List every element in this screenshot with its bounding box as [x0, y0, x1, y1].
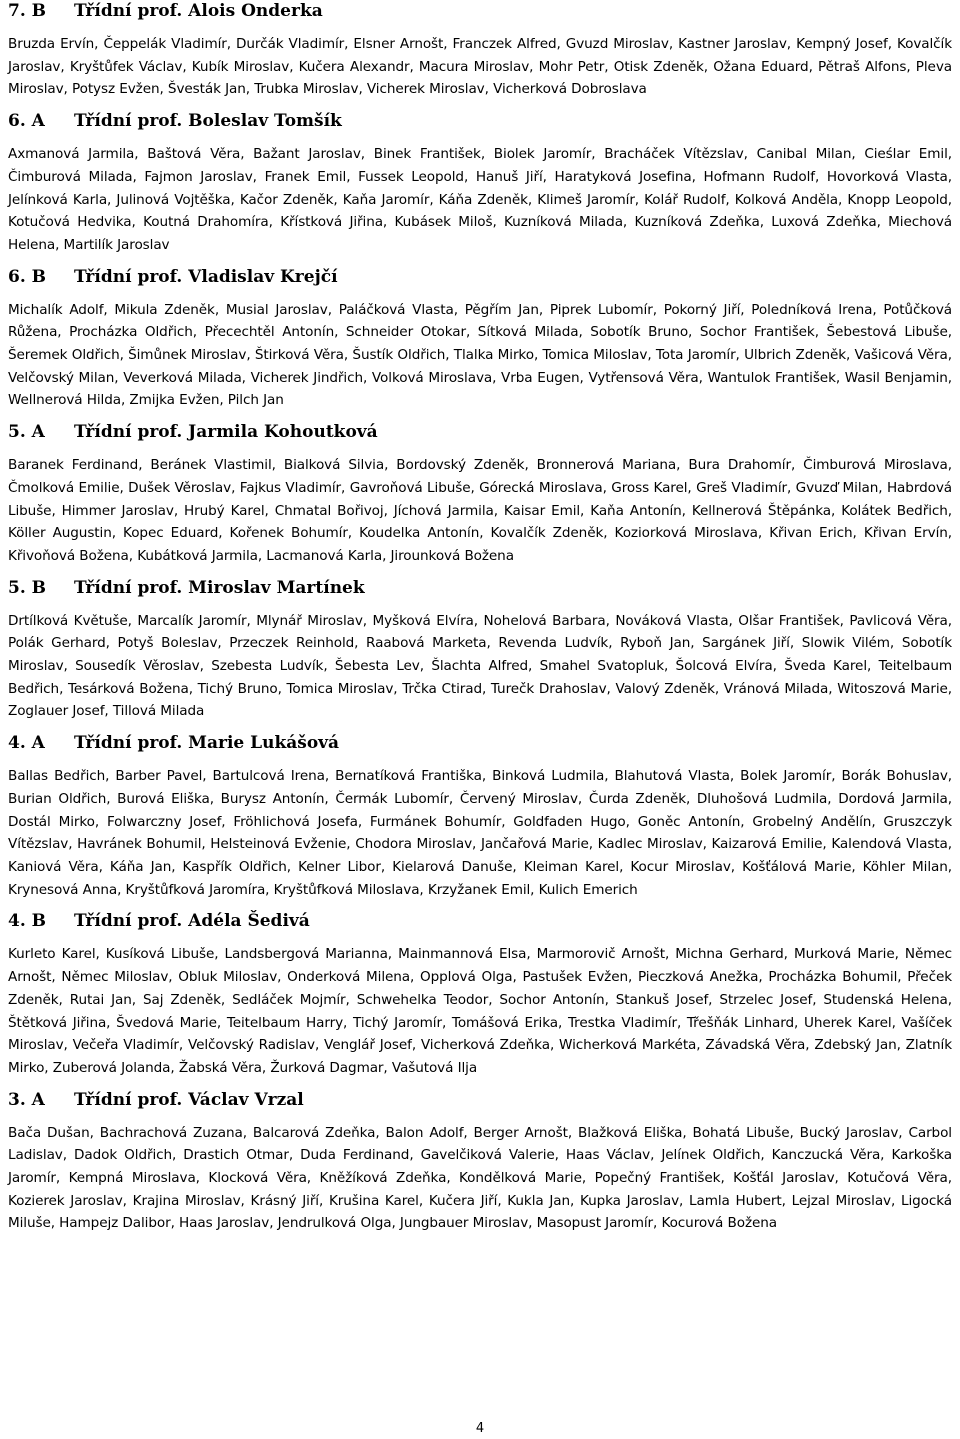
class-section-6a — [8, 110, 952, 257]
class-teacher: Třídní prof. Václav Vrzal — [74, 1089, 304, 1110]
class-section-3a — [8, 1089, 952, 1236]
class-section-6b — [8, 266, 952, 413]
class-heading — [8, 421, 952, 443]
class-code: 4. A — [8, 733, 45, 754]
class-heading — [8, 0, 952, 22]
class-code: 5. A — [8, 422, 45, 443]
class-heading — [8, 266, 952, 288]
class-code: 6. A — [8, 111, 45, 132]
class-heading — [8, 732, 952, 754]
class-teacher: Třídní prof. Jarmila Kohoutková — [74, 422, 378, 443]
student-list: Drtílková Květuše, Marcalík Jaromír, Mlynář Miroslav, Myšková Elvíra, Nohelová Barbara, Nováková Vlasta, Olšar František, Pavlicová Věra, Polák Gerhard, Potyš Boleslav, Przeczek Reinhold, Raabová Marketa, Revenda Ludvík, Ryboň Jan, Sargánek Jiří, Slowik Vilém, Sobotík Miroslav, Sousedík Věroslav, Szebesta Ludvík, Šebesta Lev, Šlachta Alfred, Smahel Svatopluk, Šolcová Elvíra, Šveda Karel, Teitelbaum Bedřich, Tesárková Božena, Tichý Bruno, Tomica Miroslav, Trčka Ctirad, Turečk Drahoslav, Valový Zdeněk, Vránová Milada, Witoszová Marie, Zoglauer Josef, Tillová Milada — [8, 612, 952, 720]
class-section-5b — [8, 577, 952, 724]
class-section-4b — [8, 910, 952, 1079]
class-teacher: Třídní prof. Adéla Šedivá — [74, 911, 310, 932]
student-list: Bača Dušan, Bachrachová Zuzana, Balcarová Zdeňka, Balon Adolf, Berger Arnošt, Blažková Eliška, Bohatá Libuše, Bucký Jaroslav, Carbol Ladislav, Dadok Oldřich, Drastich Otmar, Duda Ferdinand, Gavelčiková Valerie, Haas Václav, Jelínek Oldřich, Kanczucká Věra, Karkoška Jaromír, Kempná Miroslava, Klocková Věra, Kněžíková Zdeňka, Kondělková Marie, Popečný František, Košťál Jaroslav, Kotučová Věra, Kozierek Jaroslav, Krajina Miroslav, Krásný Jiří, Krušina Karel, Kučera Jiří, Kukla Jan, Kupka Jaroslav, Lamla Hubert, Lejzal Miroslav, Ligocká Miluše, Hampejz Dalibor, Haas Jaroslav, Jendrulková Olga, Jungbauer Miroslav, Masopust Jaromír, Kocurová Božena — [8, 1124, 952, 1232]
class-code: 6. B — [8, 266, 47, 287]
class-teacher: Třídní prof. Miroslav Martínek — [74, 577, 365, 598]
class-teacher: Třídní prof. Vladislav Krejčí — [74, 266, 338, 287]
student-list: Ballas Bedřich, Barber Pavel, Bartulcová Irena, Bernatíková Františka, Binková Ludmila, Blahutová Vlasta, Bolek Jaromír, Borák Bohuslav, Burian Oldřich, Burová Eliška, Burysz Antonín, Čermák Lubomír, Červený Miroslav, Čurda Zdeněk, Dluhošová Ludmila, Dordová Jarmila, Dostál Mirko, Folwarczny Josef, Fröhlichová Josefa, Furmánek Bohumír, Goldfaden Hugo, Goněc Antonín, Grobelný Andělín, Gruszczyk Vítězslav, Havránek Bohumil, Helsteinová Evženie, Chodora Miroslav, Jančařová Marie, Kadlec Miroslav, Kaizarová Emilie, Kalendová Vlasta, Kaniová Věra, Káňa Jan, Kaspřík Oldřich, Kelner Libor, Kielarová Danuše, Kleiman Karel, Kocur Miroslav, Košťálová Marie, Köhler Milan, Krynesová Anna, Kryštůfková Jaromíra, Kryštůfková Miloslava, Krzyžanek Emil, Kulich Emerich — [8, 768, 952, 898]
class-section-5a — [8, 421, 952, 568]
class-roster-page — [8, 0, 952, 1244]
student-list: Baranek Ferdinand, Beránek Vlastimil, Bialková Silvia, Bordovský Zdeněk, Bronnerová Mariana, Bura Drahomír, Čimburová Miroslava, Čmolková Emilie, Dušek Věroslav, Fajkus Vladimír, Gavroňová Libuše, Górecká Miroslava, Gross Karel, Greš Vladimír, Gvuzď Milan, Habrdová Libuše, Himmer Jaroslav, Hrubý Karel, Chmatal Bořivoj, Jíchová Jarmila, Kaisar Emil, Kaňa Antonín, Kellnerová Štěpánka, Kolátek Bedřich, Köller Augustin, Kopec Eduard, Kořenek Bohumír, Koudelka Antonín, Kovalčík Zdeněk, Koziorková Miroslava, Křivan Erich, Křivan Ervín, Křivoňová Božena, Kubátková Jarmila, Lacmanová Karla, Jirounková Božena — [8, 457, 952, 564]
class-heading — [8, 110, 952, 132]
class-teacher: Třídní prof. Alois Onderka — [74, 1, 323, 21]
class-teacher: Třídní prof. Boleslav Tomšík — [74, 111, 342, 132]
class-teacher: Třídní prof. Marie Lukášová — [74, 733, 340, 754]
class-section-4a — [8, 732, 952, 901]
class-heading — [8, 1089, 952, 1111]
class-heading — [8, 910, 952, 932]
student-list: Axmanová Jarmila, Baštová Věra, Bažant Jaroslav, Binek František, Biolek Jaromír, Bracháček Vítězslav, Canibal Milan, Cieślar Emil, Čimburová Milada, Fajmon Jaroslav, Franek Emil, Fussek Leopold, Hanuš Jiří, Haratyková Josefina, Hofmann Rudolf, Hovorková Vlasta, Jelínková Karla, Julinová Vojtěška, Kačor Zdeněk, Kaňa Jaromír, Káňa Zdeněk, Klimeš Jaromír, Kolář Rudolf, Kolková Anděla, Knopp Leopold, Kotučová Hedvika, Koutná Drahomíra, Křístková Jiřina, Kubásek Miloš, Kuzníková Milada, Kuzníková Zdeňka, Luxová Zdeňka, Miechová Helena, Martilík Jaroslav — [8, 146, 952, 253]
student-list: Michalík Adolf, Mikula Zdeněk, Musial Jaroslav, Paláčková Vlasta, Pěgřím Jan, Piprek Lubomír, Pokorný Jiří, Poledníková Irena, Potůčková Růžena, Procházka Oldřich, Přecechtěl Antonín, Schneider Otokar, Sítková Milada, Sobotík Bruno, Sochor František, Šebestová Libuše, Šeremek Oldřich, Šimůnek Miroslav, Štirková Věra, Šustík Oldřich, Tlalka Mirko, Tomica Miloslav, Tota Jaromír, Ulbrich Zdeněk, Vašicová Věra, Velčovský Milan, Veverková Milada, Vicherek Jindřich, Volková Miroslava, Vrba Eugen, Vytřensová Věra, Wantulok František, Wasil Benjamin, Wellnerová Hilda, Zmijka Evžen, Pilch Jan — [8, 301, 952, 409]
class-code: 7. B — [8, 1, 47, 21]
class-code: 5. B — [8, 577, 47, 598]
class-section-7b — [8, 0, 952, 101]
class-code: 3. A — [8, 1089, 45, 1110]
page-number: 4 — [475, 1421, 485, 1436]
student-list: Bruzda Ervín, Čeppelák Vladimír, Durčák Vladimír, Elsner Arnošt, Franczek Alfred, Gvuzd Miroslav, Kastner Jaroslav, Kempný Josef, Kovalčík Jaroslav, Kryštůfek Václav, Kubík Miroslav, Kučera Alexandr, Macura Miroslav, Mohr Petr, Otisk Zdeněk, Ožana Eduard, Pětraš Alfons, Pleva Miroslav, Potysz Evžen, Švesták Jan, Trubka Miroslav, Vicherek Miroslav, Vicherková Dobroslava — [8, 36, 952, 98]
student-list: Kurleto Karel, Kusíková Libuše, Landsbergová Marianna, Mainmannová Elsa, Marmorovič Arnošt, Michna Gerhard, Murková Marie, Němec Arnošt, Němec Miloslav, Obluk Miloslav, Onderková Milena, Opplová Olga, Pastušek Evžen, Pieczková Anežka, Procházka Bohumil, Přeček Zdeněk, Rutai Jan, Saj Zdeněk, Sedláček Mojmír, Schwehelka Teodor, Sochor Antonín, Stankuš Josef, Strzelec Josef, Studenská Helena, Štětková Jiřina, Švedová Marie, Teitelbaum Harry, Tichý Jaromír, Tomášová Erika, Trestka Vladimír, Třešňák Linhard, Uherek Karel, Vašíček Miroslav, Večeřa Vladimír, Velčovský Radislav, Venglář Josef, Vicherková Zdeňka, Wicherková Markéta, Závadská Věra, Zdebský Jan, Zlatník Mirko, Zuberová Jolanda, Žabská Věra, Žurková Dagmar, Vašutová Ilja — [8, 946, 952, 1076]
class-code: 4. B — [8, 911, 47, 932]
class-heading — [8, 577, 952, 599]
